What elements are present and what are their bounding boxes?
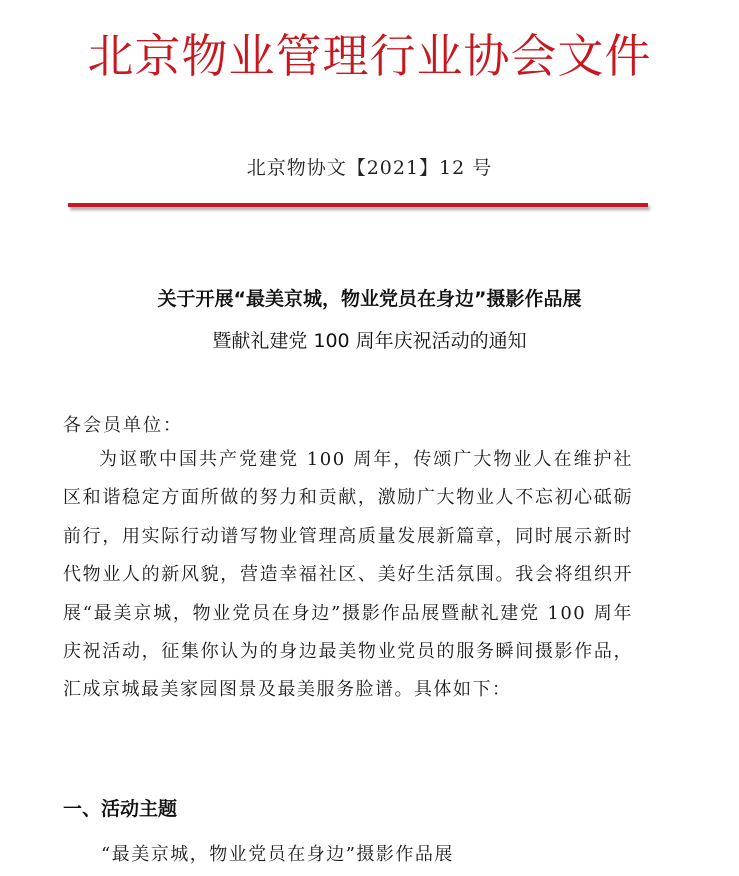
- red-divider-line: [68, 203, 648, 207]
- section-content-theme: “最美京城，物业党员在身边”摄影作品展: [101, 844, 454, 865]
- salutation: 各会员单位：: [63, 415, 183, 436]
- notice-title-line-1: 关于开展“最美京城，物业党员在身边”摄影作品展: [157, 288, 582, 310]
- notice-title-line-2: 暨献礼建党 100 周年庆祝活动的通知: [212, 330, 527, 352]
- body-paragraph: 为讴歌中国共产党建党 100 周年，传颂广大物业人在维护社区和谐稳定方面所做的努力和贡献，激励广大物业人不忘初心砥砺前行，用实际行动谱写物业管理高质量发展新篇章，同时展示新时代物业人的新风貌，营造幸福社区、美好生活氛围。我会将组织开展“最美京城，物业党员在身边”摄影作品展暨献礼建党 100 周年庆祝活动，征集你认为的身边最美物业党员的服务瞬间摄影作品，汇成京城最美家园图景及最美服务脸谱。具体如下：: [63, 449, 633, 701]
- document-number: 北京物协文【2021】12 号: [246, 157, 493, 179]
- section-heading-theme: 一、活动主题: [63, 798, 178, 820]
- document-header-title: 北京物业管理行业协会文件: [87, 29, 652, 83]
